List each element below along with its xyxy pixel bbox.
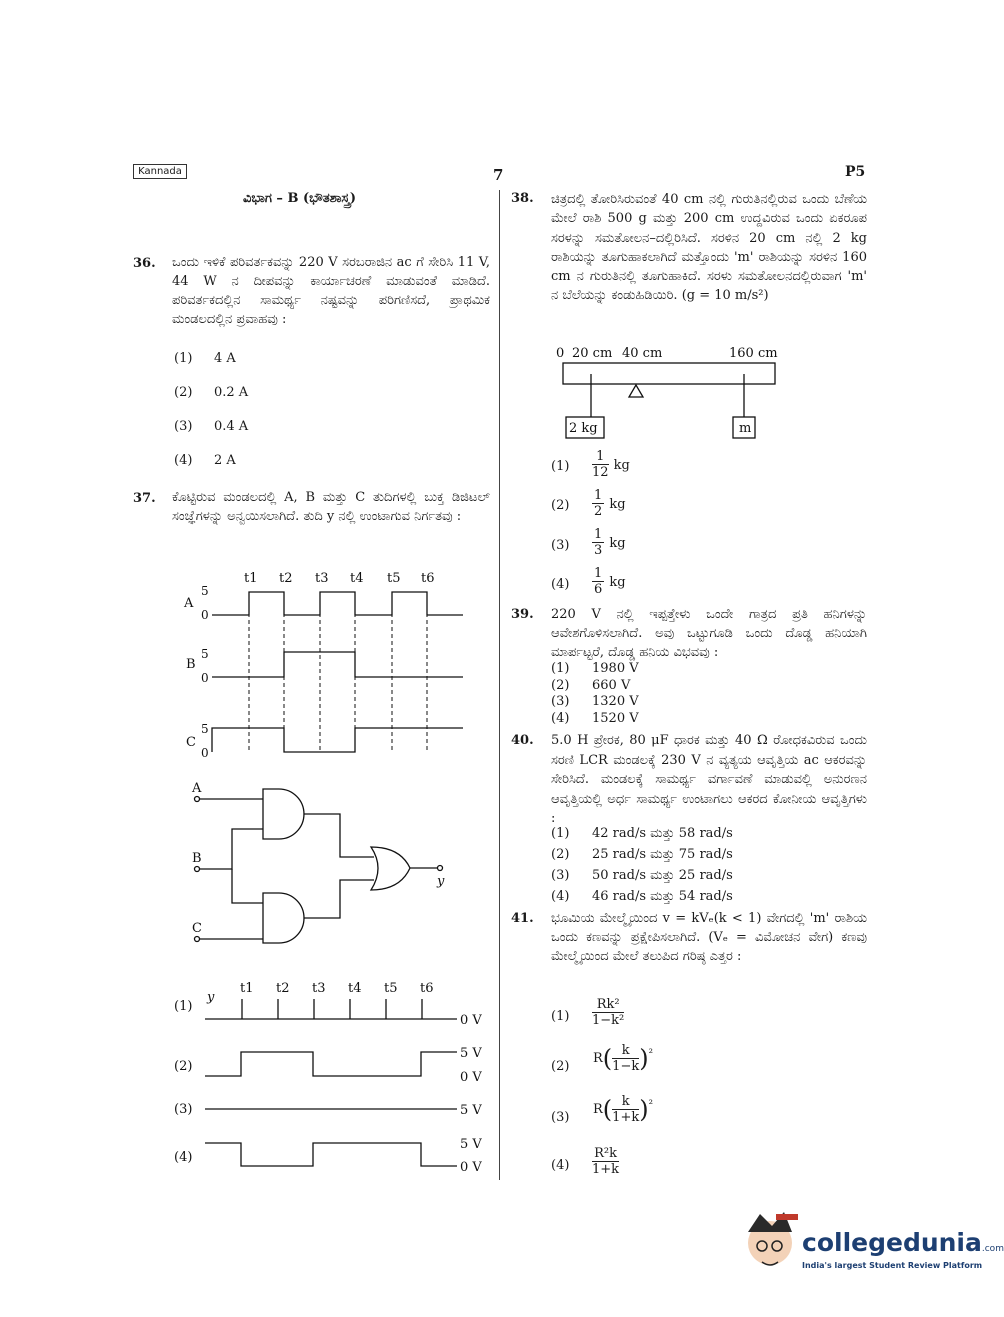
question-36-number: 36. <box>133 256 156 271</box>
q40-option-3-label: (3) <box>551 868 570 883</box>
language-tag: Kannada <box>133 164 187 179</box>
q38-option-2-label: (2) <box>551 498 570 513</box>
question-37-number: 37. <box>133 491 156 506</box>
q36-option-3: 0.4 A <box>214 419 249 434</box>
q38-option-2: $\frac{1}{2}$ kg <box>594 488 626 519</box>
q38-option-4: $\frac{1}{6}$ kg <box>594 566 626 597</box>
o1-t2: t2 <box>276 981 290 996</box>
level-b-low: 0 <box>201 671 209 685</box>
question-36-text: ಒಂದು ಇಳಿಕೆ ಪರಿವರ್ತಕವನ್ನು 220 V ಸರಬರಾಜಿನ ac ಗೆ ಸೇರಿಸಿ 11 V, 44 W ನ ದೀಪವನ್ನು ಕಾರ್ಯಾಚರಣೆ ಮಾಡುವಂತೆ ಮಾಡಿದೆ. ಪರಿವರ್ತಕದಲ್ಲಿನ ಸಾಮರ್ಥ್ಯ ನಷ್ಟವನ್ನು ಪರಿಗಣಿಸದೆ, ಪ್ರಾಥಮಿಕ ಮಂಡಲದಲ್ಲಿನ ಪ್ರವಾಹವು : <box>172 255 490 327</box>
q39-option-3-label: (3) <box>551 694 570 709</box>
q39-option-1-label: (1) <box>551 661 570 676</box>
question-40-number: 40. <box>511 733 534 748</box>
q40-option-4: 46 rad/s ಮತ್ತು 54 rad/s <box>592 889 733 904</box>
q36-option-4-label: (4) <box>174 453 193 468</box>
scale-40cm: 40 cm <box>622 346 663 361</box>
q39-option-2: 660 V <box>592 678 631 693</box>
brand-tagline: India's largest Student Review Platform <box>802 1261 983 1270</box>
level-a-low: 0 <box>201 608 209 622</box>
q39-option-1: 1980 V <box>592 661 639 676</box>
gate-output-label: y <box>437 874 445 889</box>
signal-label-c: C <box>186 735 196 750</box>
q37-option-3-level: 5 V <box>460 1103 482 1118</box>
q37-option-3-label: (3) <box>174 1102 193 1117</box>
time-label-t5: t5 <box>387 571 401 586</box>
q38-option-4-label: (4) <box>551 577 570 592</box>
q39-option-3: 1320 V <box>592 694 639 709</box>
time-label-t3: t3 <box>315 571 329 586</box>
q36-option-2: 0.2 A <box>214 385 249 400</box>
q41-option-3: R( $\frac{k}{1+k}$ )$^{^2}$ <box>593 1094 653 1125</box>
q41-option-1: $\frac{\text{Rk²}}{\text{1−k²}}$ <box>592 997 625 1028</box>
level-b-high: 5 <box>201 647 209 661</box>
q39-option-4: 1520 V <box>592 711 639 726</box>
o1-t1: t1 <box>240 981 254 996</box>
q36-option-3-label: (3) <box>174 419 193 434</box>
q37-option-2-high: 5 V <box>460 1046 482 1061</box>
q41-option-2-label: (2) <box>551 1059 570 1074</box>
q41-option-4-label: (4) <box>551 1158 570 1173</box>
section-title: ವಿಭಾಗ – B (ಭೌತಶಾಸ್ತ್ರ) <box>243 191 356 206</box>
q36-option-1-label: (1) <box>174 351 193 366</box>
question-37-text: ಕೊಟ್ಟಿರುವ ಮಂಡಲದಲ್ಲಿ A, B ಮತ್ತು C ತುದಿಗಳಲ್ಲಿ ಬುಕ್ತ ಡಿಜಿಟಲ್ ಸಂಜ್ಞೆಗಳನ್ನು ಅನ್ವಯಿಸಲಾಗಿದೆ. ತುದಿ y ನಲ್ಲಿ ಉಂಟಾಗುವ ನಿರ್ಗತವು : <box>172 490 490 524</box>
time-label-t6: t6 <box>421 571 435 586</box>
level-c-low: 0 <box>201 746 209 760</box>
q41-option-4: $\frac{\text{R²k}}{1+k}$ <box>592 1146 620 1177</box>
q39-option-4-label: (4) <box>551 711 570 726</box>
o1-t6: t6 <box>420 981 434 996</box>
page-number: 7 <box>493 166 504 184</box>
question-39-number: 39. <box>511 607 534 622</box>
time-label-t1: t1 <box>244 571 258 586</box>
q38-option-1: $\frac{1}{12}$ kg <box>592 449 630 480</box>
o1-t3: t3 <box>312 981 326 996</box>
q36-option-2-label: (2) <box>174 385 193 400</box>
q40-option-1-label: (1) <box>551 826 570 841</box>
q38-option-3: $\frac{1}{3}$ kg <box>594 527 626 558</box>
scale-0: 0 <box>556 346 565 361</box>
question-39-text: 220 V ನಲ್ಲಿ ಇಪ್ಪತ್ತೇಳು ಒಂದೇ ಗಾತ್ರದ ಪ್ರತಿ ಹನಿಗಳನ್ನು ಆವೇಶಗೊಳಿಸಲಾಗಿದೆ. ಅವು ಒಟ್ಟುಗೂಡಿ ಒಂದು ದೊಡ್ಡ ಹನಿಯಾಗಿ ಮಾರ್ಪಟ್ಟರೆ, ದೊಡ್ಡ ಹನಿಯ ವಿಭವವು : <box>551 607 867 660</box>
q37-option-4-label: (4) <box>174 1150 193 1165</box>
question-38-number: 38. <box>511 191 534 206</box>
q40-option-3: 50 rad/s ಮತ್ತು 25 rad/s <box>592 868 733 883</box>
question-41-number: 41. <box>511 911 534 926</box>
gate-input-c-label: C <box>192 921 202 936</box>
q38-option-1-label: (1) <box>551 459 570 474</box>
gate-input-a-label: A <box>192 781 202 796</box>
q40-option-2: 25 rad/s ಮತ್ತು 75 rad/s <box>592 847 733 862</box>
q41-option-1-label: (1) <box>551 1009 570 1024</box>
level-a-high: 5 <box>201 584 209 598</box>
q41-option-3-label: (3) <box>551 1110 570 1125</box>
question-41-text: ಭೂಮಿಯ ಮೇಲ್ಮೈಯಿಂದ v = kVₑ(k < 1) ವೇಗದಲ್ಲಿ 'm' ರಾಶಿಯ ಒಂದು ಕಣವನ್ನು ಪ್ರಕ್ಷೇಪಿಸಲಾಗಿದೆ. (Vₑ = ವಿಮೋಚನ ವೇಗ) ಕಣವು ಮೇಲ್ಮೈಯಿಂದ ಮೇಲೆ ತಲುಪಿದ ಗರಿಷ್ಠ ಎತ್ತರ : <box>551 911 867 964</box>
brand-name: collegedunia.com <box>802 1228 1004 1257</box>
scale-160cm: 160 cm <box>729 346 778 361</box>
o1-t5: t5 <box>384 981 398 996</box>
signal-label-b: B <box>186 657 196 672</box>
q37-option-4-low: 0 V <box>460 1160 482 1175</box>
q38-option-3-label: (3) <box>551 538 570 553</box>
q37-option-2-low: 0 V <box>460 1070 482 1085</box>
q37-option-4-high: 5 V <box>460 1137 482 1152</box>
q37-option-1-level: 0 V <box>460 1013 482 1028</box>
question-40-text: 5.0 H ಪ್ರೇರಕ, 80 μF ಧಾರಕ ಮತ್ತು 40 Ω ರೋಧಕವಿರುವ ಒಂದು ಸರಣಿ LCR ಮಂಡಲಕ್ಕೆ 230 V ನ ವ್ಯತ್ಯಯ ಆವೃತ್ತಿಯ ac ಆಕರವನ್ನು ಸೇರಿಸಿದೆ. ಮಂಡಲಕ್ಕೆ ಸಾಮರ್ಥ್ಯ ವರ್ಗಾವಣೆ ಮಾಡುವಲ್ಲಿ ಅನುರಣನ ಆವೃತ್ತಿಯಲ್ಲಿ ಅರ್ಧ ಸಾಮರ್ಥ್ಯ ಉಂಟಾಗಲು ಆಕರದ ಕೋನೀಯ ಆವೃತ್ತಿಗಳು : <box>551 733 867 826</box>
time-label-t4: t4 <box>350 571 364 586</box>
q37-option-1-y: y <box>207 990 215 1005</box>
scale-20cm: 20 cm <box>572 346 613 361</box>
q37-option-2-label: (2) <box>174 1059 193 1074</box>
q41-option-2: R( $\frac{k}{1-k}$ )$^{^2}$ <box>593 1043 653 1074</box>
gate-input-b-label: B <box>192 851 202 866</box>
q40-option-4-label: (4) <box>551 889 570 904</box>
time-label-t2: t2 <box>279 571 293 586</box>
q36-option-4: 2 A <box>214 453 236 468</box>
mass-m-label: m <box>739 421 752 436</box>
paper-code: P5 <box>845 164 866 180</box>
q40-option-2-label: (2) <box>551 847 570 862</box>
mass-2kg-label: 2 kg <box>569 421 598 436</box>
question-38-text: ಚಿತ್ರದಲ್ಲಿ ತೋರಿಸಿರುವಂತೆ 40 cm ನಲ್ಲಿ ಗುರುತಿನಲ್ಲಿರುವ ಒಂದು ಬೆಣೆಯ ಮೇಲೆ ರಾಶಿ 500 g ಮತ್ತು 200 cm ಉದ್ದವಿರುವ ಒಂದು ಏಕರೂಪ ಸರಳನ್ನು ಸಮತೋಲನ–ದಲ್ಲಿರಿಸಿದೆ. ಸರಳಿನ 20 cm ನಲ್ಲಿ 2 kg ರಾಶಿಯನ್ನು ತೂಗುಹಾಕಲಾಗಿದೆ ಮತ್ತೊಂದು 'm' ರಾಶಿಯನ್ನು ಸರಳಿನ 160 cm ನ ಗುರುತಿನಲ್ಲಿ ತೂಗುಹಾಕಿದೆ. ಸರಳು ಸಮತೋಲನದಲ್ಲಿರುವಾಗ 'm' ನ ಬೆಲೆಯನ್ನು ಕಂಡುಹಿಡಿಯಿರಿ. (g = 10 m/s²) <box>551 192 867 304</box>
q37-option-1-label: (1) <box>174 999 193 1014</box>
q40-option-1: 42 rad/s ಮತ್ತು 58 rad/s <box>592 826 733 841</box>
o1-t4: t4 <box>348 981 362 996</box>
level-c-high: 5 <box>201 722 209 736</box>
q39-option-2-label: (2) <box>551 678 570 693</box>
q36-option-1: 4 A <box>214 351 236 366</box>
signal-label-a: A <box>184 596 194 611</box>
